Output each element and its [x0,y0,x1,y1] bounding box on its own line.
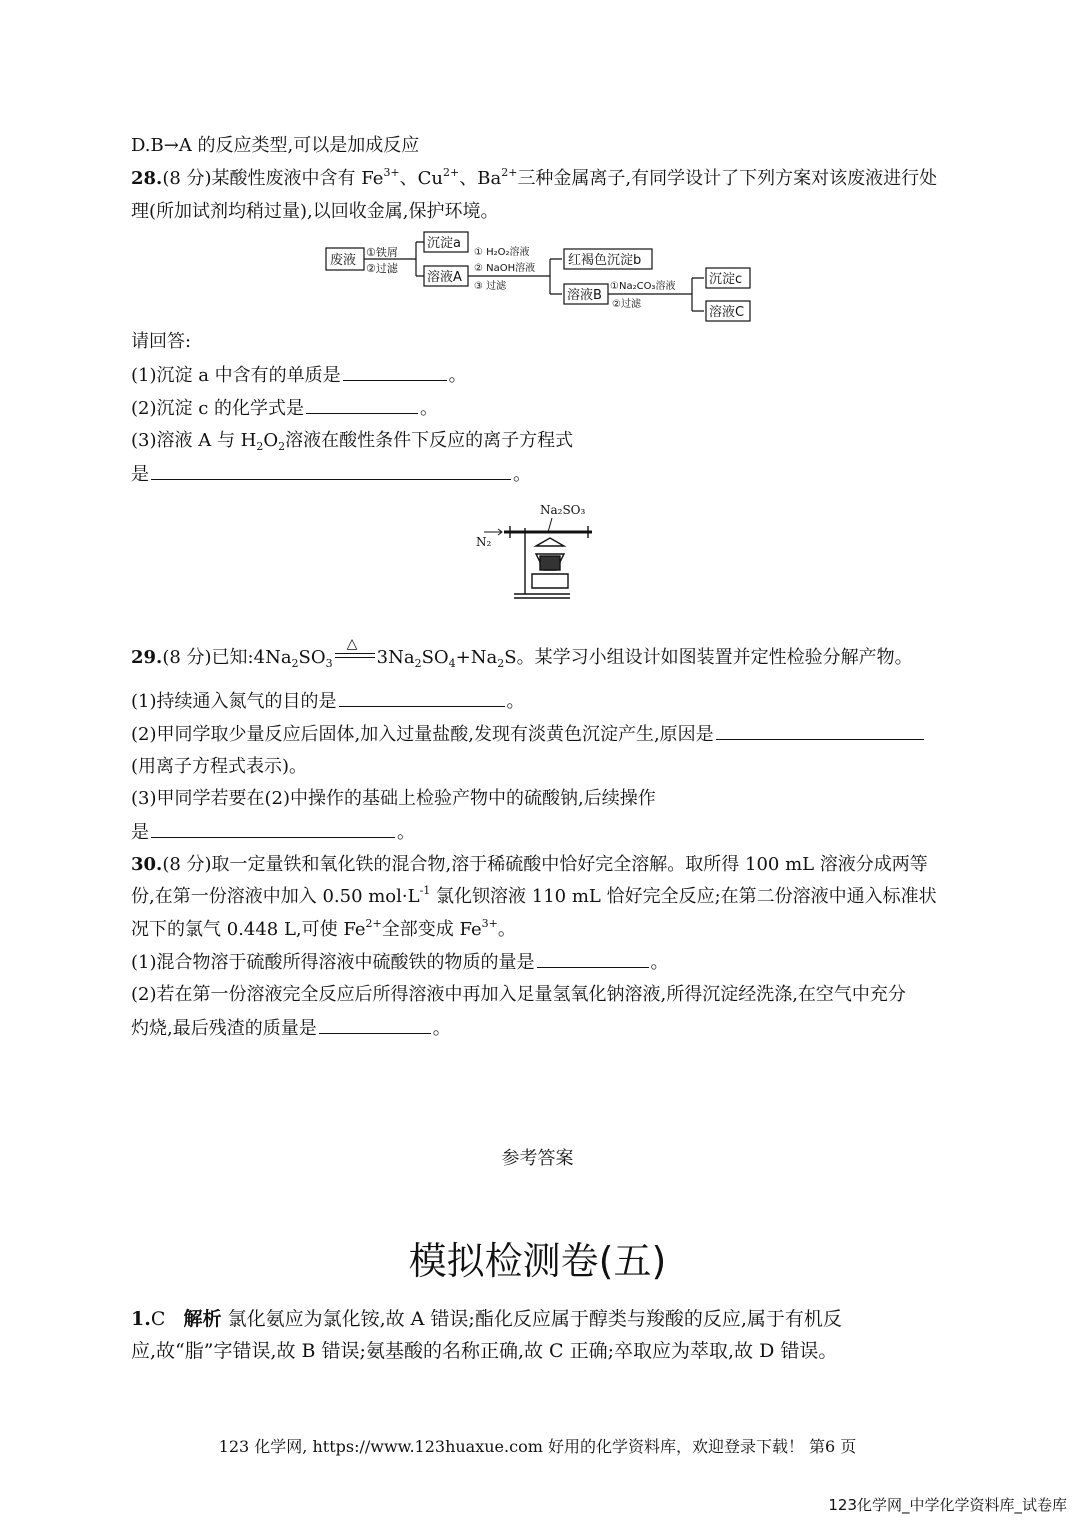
answer-blank[interactable] [319,1015,431,1034]
answer-blank[interactable] [339,688,505,707]
q30-text-e: 全部变成 Fe [381,919,482,940]
q30-text-a: (8 分)取一定量铁和氧化铁的混合物,溶于稀硫酸中恰好完全溶解。取所得 100 mL 溶液分成两等 [162,854,928,875]
ba-charge: 2+ [501,166,518,179]
subscript: 2 [291,657,299,670]
apparatus-diagram [470,498,610,604]
gas-label: N₂ [476,535,492,549]
step2c-label: ③ 过滤 [474,281,507,292]
period: 。 [420,398,439,419]
q28-line1 [131,166,937,192]
period: 。 [448,365,467,386]
q28-p1-line [131,362,467,389]
q29-p2b-text: (用离子方程式表示)。 [131,756,308,777]
q29-number: 29. [131,647,163,668]
q29-text-e: +Na [455,647,498,668]
answer1-line1 [131,1305,842,1333]
q29-p2-text: (2)甲同学取少量反应后固体,加入过量盐酸,发现有淡黄色沉淀产生,原因是 [131,724,714,745]
cu-charge: 2+ [443,166,460,179]
q29-p3b-line [131,819,415,846]
subscript: 2 [497,657,505,670]
period: 。 [432,1018,451,1039]
ppt-a-label: 沉淀a [427,236,461,251]
q30-p1-line [131,949,669,976]
answer1-choice: C [150,1308,166,1330]
step3a-label: ①Na₂CO₃溶液 [610,281,676,292]
q30-p2-text: (2)若在第一份溶液完全反应后所得溶液中再加入足量氢氧化钠溶液,所得沉淀经洗涤,在空气中充分 [131,984,906,1005]
ask-text: 请回答: [131,331,192,352]
q29-p2b-line [131,754,307,780]
fe3-charge: 3+ [481,917,498,930]
subscript: 2 [256,440,264,453]
fe-charge: 3+ [383,166,400,179]
period: 。 [506,691,525,712]
answer1-line2 [131,1337,837,1365]
q28-p3-answer-line [131,461,531,488]
answer-blank[interactable] [151,461,511,480]
q29-text-f: S。某学习小组设计如图装置并定性检验分解产物。 [504,647,913,668]
answer1-text-a: 氯化氨应为氯化铵,故 A 错误;酯化反应属于醇类与羧酸的反应,属于有机反 [227,1308,842,1330]
answer-blank[interactable] [343,362,447,381]
q29-p2-line [131,721,926,748]
q29-line1: 29.(8 分)已知$:4Na_2SO_3$ △ $3Na_2SO_4+Na_2S$。某学习小组设计如图装置并定性检验分解产物。 [131,645,913,671]
q30-p2b-line [131,1015,451,1042]
q30-p2-line [131,982,906,1008]
q29-text-d: SO [421,647,449,668]
q29-text-c: 3Na [376,647,415,668]
answer-blank[interactable] [716,721,924,740]
period: 。 [650,952,669,973]
q28-number: 28. [131,168,163,189]
exam-title: 模拟检测卷(五) [408,1239,667,1283]
q28-text-d: 三种金属离子,有同学设计了下列方案对该废液进行处 [517,168,938,189]
heat-symbol: △ [346,636,358,652]
answer1-number: 1. [131,1308,151,1330]
q30-number: 30. [131,854,163,875]
q29-p1-line [131,688,525,715]
ppt-c-label: 沉淀c [709,272,743,287]
ppt-b-label: 红褐色沉淀b [568,253,642,268]
fe2-charge: 2+ [365,917,382,930]
sol-b-label: 溶液B [567,288,602,303]
q28-text-b: 、Cu [399,168,444,189]
q30-text-d: 况下的氯气 0.448 L,可使 Fe [131,919,366,940]
q30-line2 [131,884,937,910]
answer-blank[interactable] [306,395,418,414]
answer-blank[interactable] [151,819,395,838]
q28-p3-text-c: 溶液在酸性条件下反应的离子方程式 [285,430,574,451]
page-footer: 123 化学网, https://www.123huaxue.com 好用的化学资料库，欢迎登录下载！ 第6 页 [218,1437,857,1456]
q29-p3-line [131,786,656,812]
answer-heading: 参考答案 [501,1148,574,1169]
sol-c-label: 溶液C [709,305,745,320]
q30-line3 [131,917,516,943]
step2b-label: ② NaOH溶液 [474,263,536,274]
q28-p3-text-a: (3)溶液 A 与 H [131,430,257,451]
q30-text-b: 份,在第一份溶液中加入 0.50 mol·L [131,886,420,907]
reagent-label: Na₂SO₃ [540,503,586,517]
q28-p3-text-d: 是 [131,464,149,485]
waste-label: 废液 [330,253,357,268]
q28-p2-line [131,395,438,422]
q28-p2-text: (2)沉淀 c 的化学式是 [131,398,305,419]
heat-arrow [333,636,377,665]
option-d-text: D.B→A 的反应类型,可以是加成反应 [131,135,420,156]
q28-text-a: (8 分)某酸性废液中含有 Fe [162,168,384,189]
answer1-text-b: 应,故“脂”字错误,故 B 错误;氨基酸的名称正确,故 C 正确;卒取应为萃取,故 D 错误。 [131,1340,838,1362]
q28-p1-text: (1)沉淀 a 中含有的单质是 [131,365,341,386]
option-d-line [131,133,419,159]
q29-text-a: (8 分)已知:4Na [162,647,292,668]
q30-text-c: 氯化钡溶液 110 mL 恰好完全反应;在第二份溶液中通入标准状 [430,886,937,907]
q29-p3-text: (3)甲同学若要在(2)中操作的基础上检验产物中的硫酸钠,后续操作 [131,788,656,809]
watermark-text: 123化学网_中学化学资料库_试卷库 [828,1496,1067,1514]
q29-p1-text: (1)持续通入氮气的目的是 [131,691,337,712]
answer-blank[interactable] [537,949,649,968]
step1a-label: ①铁屑 [366,246,398,259]
q28-text-c: 、Ba [459,168,502,189]
q28-p3-text-b: O [263,430,279,451]
q30-text-f: 。 [497,919,516,940]
q29-text-b: SO [298,647,326,668]
q29-p3b-text: 是 [131,822,149,843]
q30-line1 [131,852,928,878]
q28-text-e: 理(所加试剂均稍过量),以回收金属,保护环境。 [131,201,499,222]
separation-flowchart [320,228,760,328]
q30-p1-text: (1)混合物溶于硫酸所得溶液中硫酸铁的物质的量是 [131,952,535,973]
unit-superscript: -1 [419,884,431,897]
q28-p3-line [131,428,573,454]
analysis-label: 解析 [183,1308,222,1330]
q28-line2 [131,199,499,225]
subscript: 2 [278,440,286,453]
period: 。 [513,464,531,485]
sol-a-label: 溶液A [427,270,462,285]
step1b-label: ②过滤 [366,262,398,275]
subscript: 2 [414,657,422,670]
period: 。 [397,822,415,843]
step3b-label: ②过滤 [612,299,641,310]
ask-line [131,329,191,355]
step2a-label: ① H₂O₂溶液 [474,247,530,258]
q30-p2b-text: 灼烧,最后残渣的质量是 [131,1018,317,1039]
